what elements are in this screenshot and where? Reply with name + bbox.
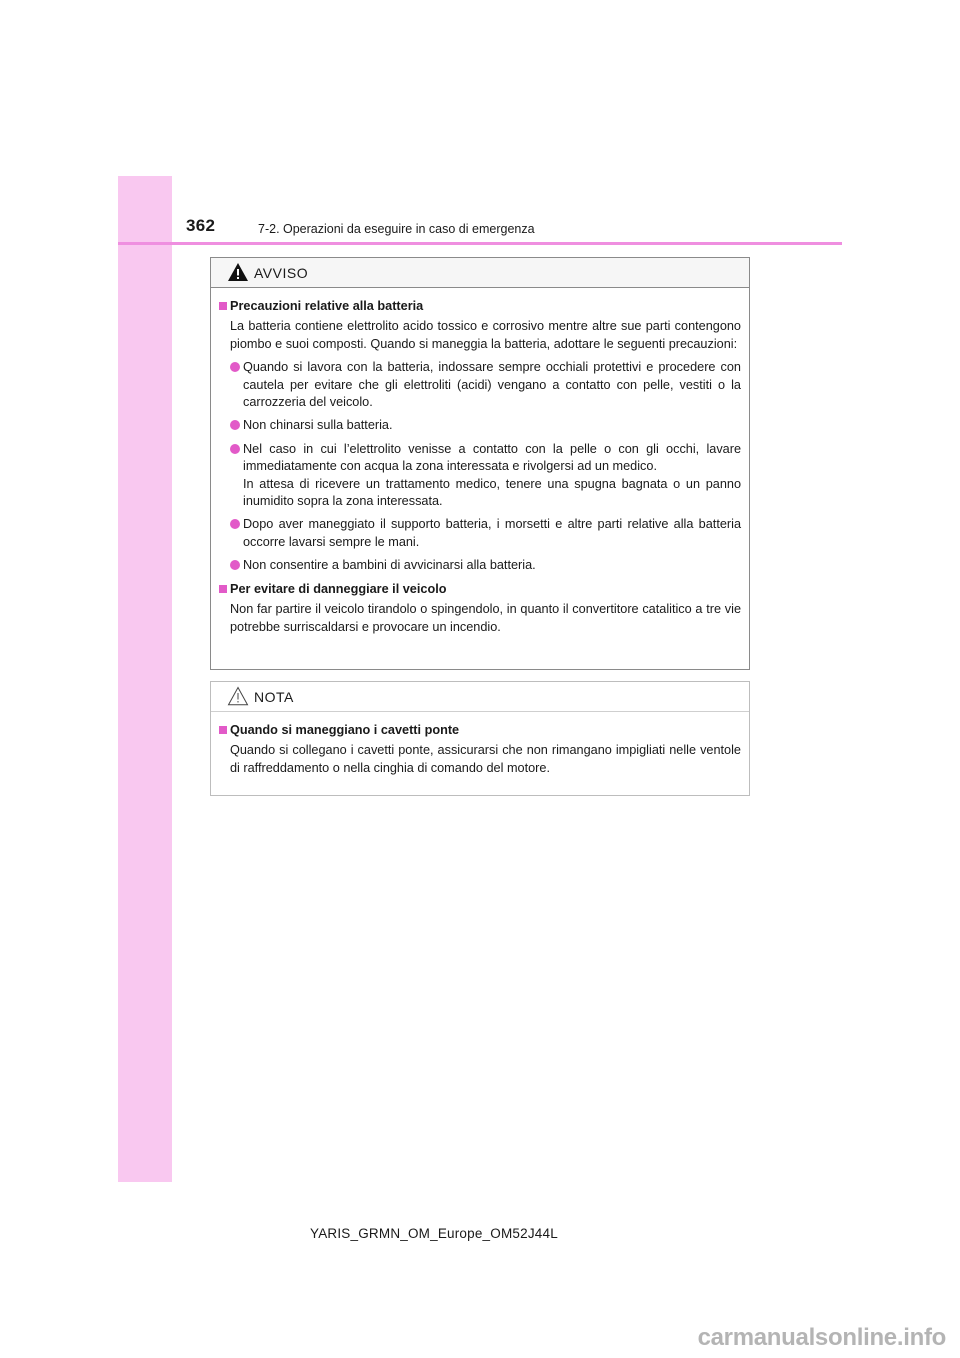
bullet-item [219,441,741,511]
section-heading [219,722,741,739]
bullet-item [219,557,741,574]
square-bullet-icon [219,726,227,734]
bullet-extra-text: In attesa di ricevere un trattamento medico, tenere una spugna bagnata o un panno inumidito sopra la zona interessata. [243,476,741,509]
section-heading [219,581,741,598]
bullet-item [219,417,741,434]
note-box-label: NOTA [254,689,294,705]
bullet-text: Quando si lavora con la batteria, indossare sempre occhiali protettivi e procedere con cautela per evitare che gli elettroliti (acidi) vengano a contatto con pelle, vestiti o la carrozzeria del veicolo. [243,360,741,410]
round-bullet-icon [230,362,240,372]
square-bullet-icon [219,302,227,310]
bullet-text: Dopo aver maneggiato il supporto batteria, i morsetti e altre parti relative alla batteria occorre lavarsi sempre le mani. [243,517,741,549]
warning-box [210,257,750,670]
round-bullet-icon [230,560,240,570]
warning-box-body [211,288,749,636]
bullet-text: Non consentire a bambini di avvicinarsi alla batteria. [243,558,536,573]
bullet-item [219,359,741,411]
bullet-item [219,516,741,551]
note-box-body [211,712,749,777]
header-rule [118,242,842,245]
bullet-text: Nel caso in cui l’elettrolito venisse a contatto con la pelle o con gli occhi, lavare immediatamente con acqua la zona interessata e rivolgersi ad un medico. [243,441,741,474]
section-heading [219,298,741,315]
page-number: 362 [186,216,216,235]
section-heading-text: Precauzioni relative alla batteria [230,299,424,313]
section-paragraph: Non far partire il veicolo tirandolo o spingendolo, in quanto il convertitore catalitico a tre vie potrebbe surriscaldarsi e provocare un incendio. [230,602,741,634]
section-heading-text: Per evitare di danneggiare il veicolo [230,581,447,596]
warning-box-label: AVVISO [254,265,309,281]
square-bullet-icon [219,585,227,593]
section-paragraph: La batteria contiene elettrolito acido tossico e corrosivo mentre altre sue parti contengono piombo e suoi composti. Quando si maneggia la batteria, adottare le seguenti precauzioni: [230,319,741,351]
footer-doc-code: YARIS_GRMN_OM_Europe_OM52J44L [310,1226,558,1241]
section-paragraph: Quando si collegano i cavetti ponte, assicurarsi che non rimangano impigliati nelle ventole di raffreddamento o nella cinghia di comando del motore. [230,743,741,775]
note-box [210,681,750,796]
bullet-text: Non chinarsi sulla batteria. [243,418,393,433]
warning-triangle-icon [227,262,249,282]
section-heading-text: Quando si maneggiano i cavetti ponte [230,723,460,737]
warning-box-header [211,258,749,288]
watermark: carmanualsonline.info [697,1324,946,1351]
round-bullet-icon [230,519,240,529]
section-title: 7-2. Operazioni da eseguire in caso di emergenza [258,222,535,236]
sidebar-band [118,176,172,1182]
round-bullet-icon [230,444,240,454]
note-box-header [211,682,749,712]
caution-triangle-outline-icon [227,686,249,706]
round-bullet-icon [230,420,240,430]
